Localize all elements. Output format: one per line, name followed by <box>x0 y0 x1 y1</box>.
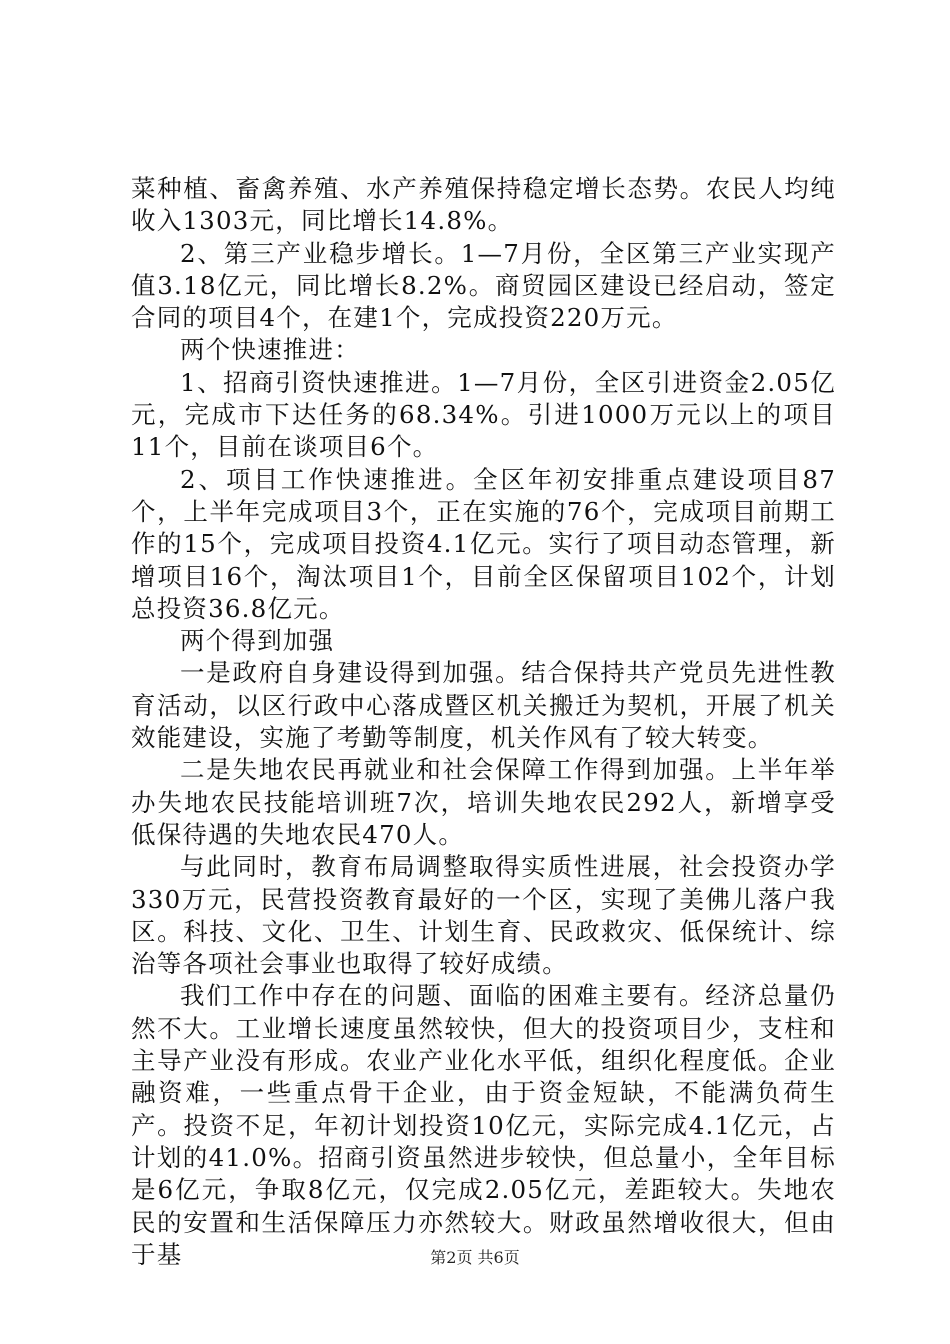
paragraph-10: 我们工作中存在的问题、面临的困难主要有。经济总量仍然不大。工业增长速度虽然较快，但大的投资项目少，支柱和主导产业没有形成。农业产业化水平低，组织化程度低。企业融资难，一些重点骨干企业，由于资金短缺，不能满负荷生产。投资不足，年初计划投资10亿元，实际完成4.1亿元，占计划的41.0%。招商引资虽然进步较快，但总量小，全年目标是6亿元，争取8亿元，仅完成2.05亿元，差距较大。失地农民的安置和生活保障压力亦然较大。财政虽然增收很大，但由于基 <box>131 981 836 1269</box>
paragraph-5: 2、项目工作快速推进。全区年初安排重点建设项目87个，上半年完成项目3个，正在实施的76个，完成项目前期工作的15个，完成项目投资4.1亿元。实行了项目动态管理，新增项目16个，淘汰项目1个，目前全区保留项目102个，计划总投资36.8亿元。 <box>131 464 836 623</box>
page-number-footer: 第2页 共6页 <box>430 1248 520 1267</box>
paragraph-3: 两个快速推进： <box>180 335 360 365</box>
paragraph-6: 两个得到加强 <box>180 626 335 656</box>
paragraph-2: 2、第三产业稳步增长。1—7月份，全区第三产业实现产值3.18亿元，同比增长8.2%。商贸园区建设已经启动，签定合同的项目4个，在建1个，完成投资220万元。 <box>131 238 836 333</box>
paragraph-9: 与此同时，教育布局调整取得实质性进展，社会投资办学330万元，民营投资教育最好的一个区，实现了美佛儿落户我区。科技、文化、卫生、计划生育、民政救灾、低保统计、综治等各项社会事业也取得了较好成绩。 <box>131 852 836 979</box>
body-text <box>131 173 836 1271</box>
paragraph-4: 1、招商引资快速推进。1—7月份，全区引进资金2.05亿元，完成市下达任务的68.34%。引进1000万元以上的项目11个，目前在谈项目6个。 <box>131 367 836 462</box>
paragraph-1: 菜种植、畜禽养殖、水产养殖保持稳定增长态势。农民人均纯收入1303元，同比增长14.8%。 <box>131 174 836 236</box>
paragraph-7: 一是政府自身建设得到加强。结合保持共产党员先进性教育活动，以区行政中心落成暨区机关搬迁为契机，开展了机关效能建设，实施了考勤等制度，机关作风有了较大转变。 <box>131 658 836 753</box>
paragraph-8: 二是失地农民再就业和社会保障工作得到加强。上半年举办失地农民技能培训班7次，培训失地农民292人，新增享受低保待遇的失地农民470人。 <box>131 755 836 849</box>
